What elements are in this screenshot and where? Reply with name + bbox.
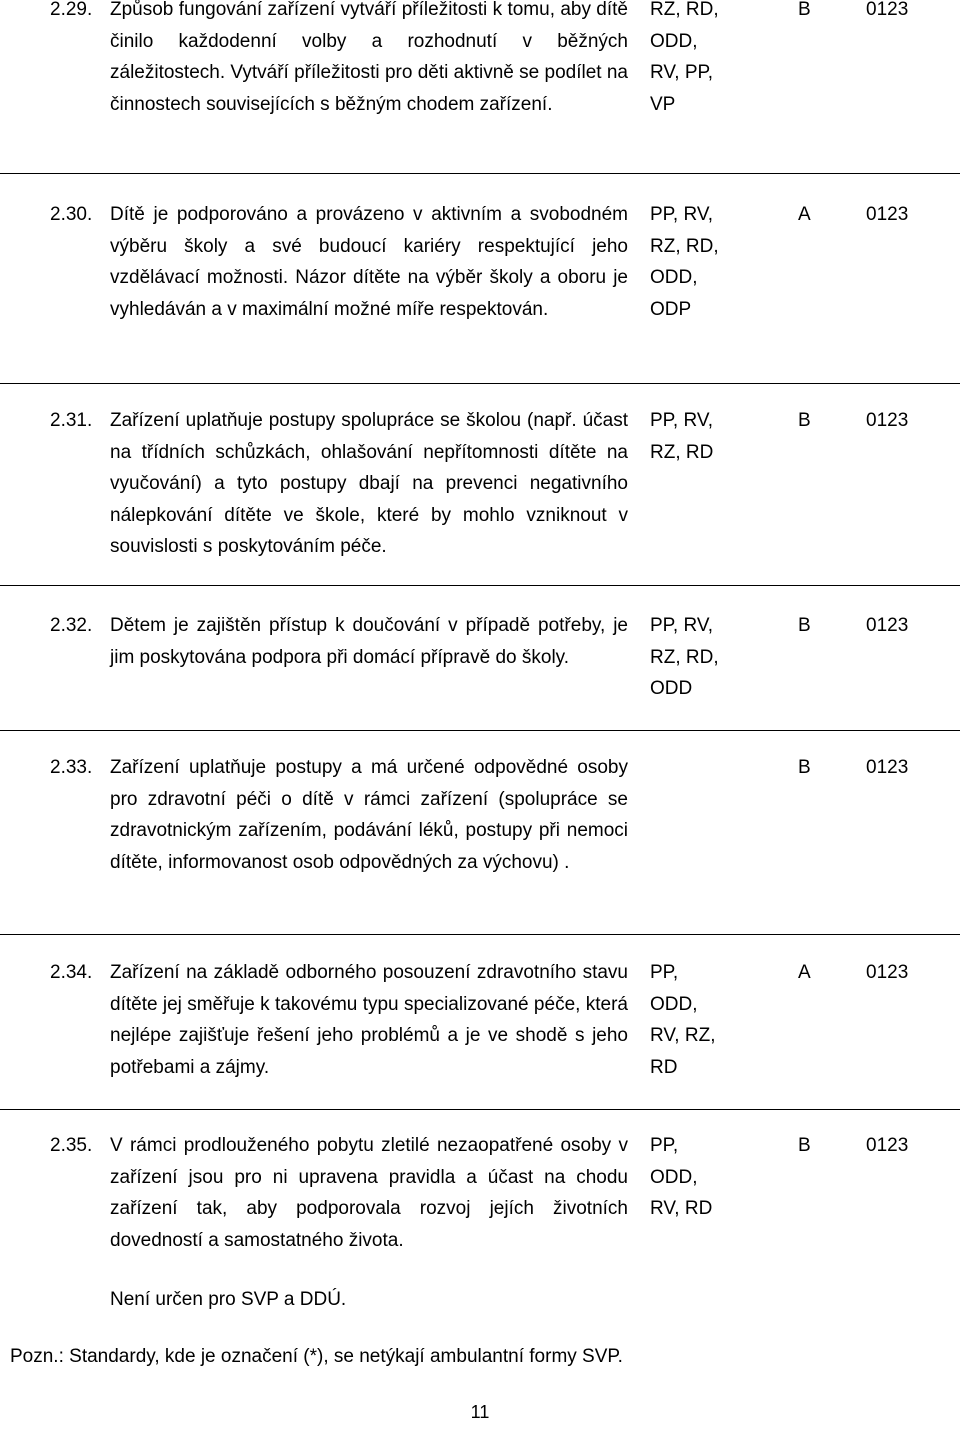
standard-row [0, 0, 960, 174]
standard-text: Zařízení uplatňuje postupy a má určené odpovědné osoby pro zdravotní péči o dítě v rámci zařízení (spolupráce se zdravotnickým zařízením, podávání léků, postupy při nemoci dítěte, informovanost osob odpovědných za výchovu) . [110, 757, 628, 873]
responsible-code: ODD, [650, 267, 698, 288]
responsible-code: RZ, RD, [650, 0, 719, 20]
standard-category: A [798, 962, 811, 983]
responsible-code: ODP [650, 298, 692, 320]
standard-text: Dětem je zajištěn přístup k doučování v případě potřeby, je jim poskytována podpora při domácí přípravě do školy. [110, 615, 628, 668]
standard-row [0, 752, 960, 935]
rating-scale: 0123 [866, 204, 909, 225]
standard-number: 2.30. [50, 204, 93, 225]
responsible-code: RV, RZ, [650, 1025, 716, 1046]
responsible-code: PP, RV, [650, 204, 714, 225]
standard-number: 2.35. [50, 1135, 93, 1156]
standard-text: Zařízení uplatňuje postupy spolupráce se školou (např. účast na třídních schůzkách, ohlašování nepřítomnosti dítěte na vyučování) a tyto postupy dbají na prevenci negativního nálepkování dítěte ve škole, které by mohlo vzniknout v souvislosti s poskytováním péče. [110, 410, 628, 557]
responsible-code: PP, RV, [650, 410, 714, 431]
responsible-code: VP [650, 93, 676, 115]
responsible-code: RD [650, 1056, 678, 1078]
responsible-code: ODD, [650, 30, 698, 52]
standard-category: B [798, 757, 811, 778]
standard-number: 2.34. [50, 962, 93, 983]
standard-row [0, 1130, 960, 1260]
responsible-codes [650, 1130, 760, 1225]
responsible-codes [650, 610, 760, 705]
standard-category: A [798, 204, 811, 225]
responsible-code: PP, RV, [650, 615, 714, 636]
responsible-code: RV, PP, [650, 62, 714, 83]
rating-scale: 0123 [866, 757, 909, 778]
responsible-code: PP, [650, 962, 679, 983]
responsible-codes [650, 405, 760, 468]
standard-text: Dítě je podporováno a provázeno v aktivním a svobodném výběru školy a své budoucí kariéry respektující jeho vzdělávací možnosti. Názor dítěte na výběr školy a oboru je vyhledáván a v maximální možné míře respektován. [110, 204, 628, 320]
rating-scale: 0123 [866, 1135, 909, 1156]
responsible-code: RZ, RD [650, 441, 714, 463]
standard-row [0, 610, 960, 731]
responsible-code: RZ, RD, [650, 235, 719, 257]
standard-category: B [798, 1135, 811, 1156]
rating-scale: 0123 [866, 0, 909, 20]
responsible-codes [650, 957, 760, 1083]
responsible-codes [650, 0, 760, 120]
rating-scale: 0123 [866, 615, 909, 636]
responsible-codes [650, 199, 760, 325]
standard-row [0, 957, 960, 1110]
standard-number: 2.31. [50, 410, 93, 431]
row-note: Není určen pro SVP a DDÚ. [110, 1289, 347, 1310]
responsible-code: ODD, [650, 1166, 698, 1188]
page-number: 11 [470, 1402, 490, 1422]
standard-number: 2.32. [50, 615, 93, 636]
footnote: Pozn.: Standardy, kde je označení (*), se netýkají ambulantní formy SVP. [10, 1346, 623, 1367]
responsible-code: RV, RD [650, 1198, 713, 1219]
responsible-code: ODD [650, 678, 693, 699]
standard-number: 2.33. [50, 757, 93, 778]
responsible-code: ODD, [650, 993, 698, 1015]
rating-scale: 0123 [866, 962, 909, 983]
standard-row [0, 405, 960, 586]
standard-text: Zařízení na základě odborného posouzení zdravotního stavu dítěte jej směřuje k takovému typu specializované péče, která nejlépe zajišťuje řešení jeho problémů a je ve shodě s jeho potřebami a zájmy. [110, 962, 628, 1078]
standard-row [0, 199, 960, 384]
rating-scale: 0123 [866, 410, 909, 431]
standard-number: 2.29. [50, 0, 93, 20]
standard-category: B [798, 615, 811, 636]
responsible-code: RZ, RD, [650, 646, 719, 668]
standard-text: V rámci prodlouženého pobytu zletilé nezaopatřené osoby v zařízení jsou pro ni upravena pravidla a účast na chodu zařízení tak, aby podporovala rozvoj jejích životních dovedností a samostatného života. [110, 1135, 628, 1251]
standard-category: B [798, 0, 811, 20]
responsible-code: PP, [650, 1135, 679, 1156]
standard-text: Způsob fungování zařízení vytváří příležitosti k tomu, aby dítě činilo každodenní volby a rozhodnutí v běžných záležitostech. Vytváří příležitosti pro děti aktivně se podílet na činnostech souvisejících s běžným chodem zařízení. [110, 0, 628, 115]
standard-category: B [798, 410, 811, 431]
